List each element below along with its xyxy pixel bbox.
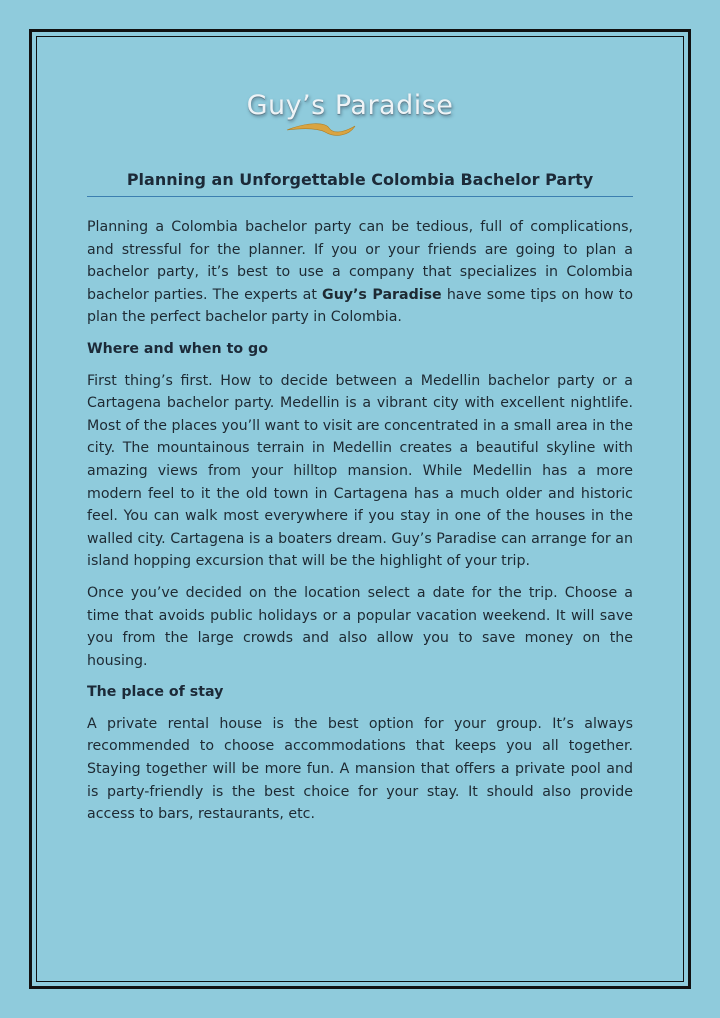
paragraph-location: First thing’s first. How to decide between a Medellin bachelor party or a Cartagena bachelor party. Medellin is a vibrant city with excellent nightlife. Most of the places you’ll want to visit are concentrated in a small area in the city. The mountainous terrain in Medellin creates a beautiful skyline with amazing views from your hilltop mansion. While Medellin has a more modern feel to it the old town in Cartagena has a much older and historic feel. You can walk most everywhere if you stay in one of the houses in the walled city. Cartagena is a boaters dream. Guy’s Paradise can arrange for an island hopping excursion that will be the highlight of your trip. xyxy=(87,372,633,570)
intro-text-start: Planning a Colombia bachelor party can be tedious, full of complications, and stressful for the planner. If you or your friends are going to plan a bachelor party, it’s best to use a company that specializes in Colombia bachelor parties. The experts at xyxy=(87,219,633,303)
section-heading-where-when: Where and when to go xyxy=(87,340,268,357)
logo-swoosh-icon xyxy=(225,86,495,156)
paragraph-date: Once you’ve decided on the location select a date for the trip. Choose a time that avoids public holidays or a popular vacation weekend. It will save you from the large crowds and also allow you to save money on the housing. xyxy=(87,584,633,669)
guys-paradise-logo xyxy=(225,86,495,156)
brand-name-inline: Guy’s Paradise xyxy=(322,286,442,303)
logo-wordmark: Guy’s Paradise xyxy=(246,90,454,121)
page-title: Planning an Unforgettable Colombia Bachelor Party xyxy=(126,170,594,189)
title-divider xyxy=(87,196,633,197)
intro-paragraph xyxy=(87,216,633,329)
paragraph-accommodation: A private rental house is the best option for your group. It’s always recommended to choose accommodations that keeps you all together. Staying together will be more fun. A mansion that offers a private pool and is party-friendly is the best choice for your stay. It should also provide access to bars, restaurants, etc. xyxy=(87,715,633,823)
section-heading-place-of-stay: The place of stay xyxy=(87,684,224,701)
article-body xyxy=(87,216,633,835)
intro-text-end: have some tips on how to plan the perfect bachelor party in Colombia. xyxy=(87,286,633,326)
